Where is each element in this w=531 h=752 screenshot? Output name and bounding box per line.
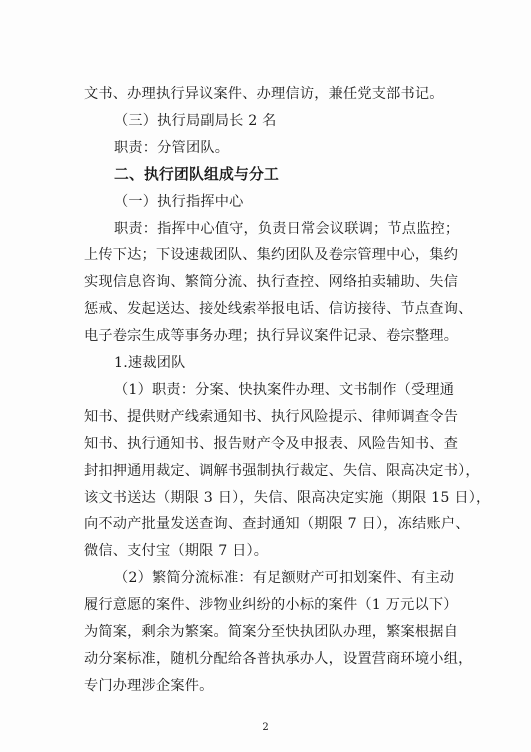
text-line-8: 实现信息咨询、繁简分流、执行查控、网络拍卖辅助、失信 — [84, 274, 459, 291]
text-line-20: 履行意愿的案件、涉物业纠纷的小标的案件（1 万元以下） — [84, 597, 458, 614]
heading-deputy-director: （三）执行局副局长 2 名 — [114, 112, 277, 129]
text-line-9: 惩戒、发起送达、接处线索举报电话、信访接待、节点查询、 — [84, 301, 473, 318]
text-line-15: 封扣押通用裁定、调解书强制执行裁定、失信、限高决定书）， — [84, 462, 480, 479]
text-line-14: 知书、执行通知书、报告财产令及申报表、风险告知书、查 — [84, 435, 459, 452]
text-line-17: 向不动产批量发送查询、查封通知（期限 7 日），冻结账户、 — [84, 516, 470, 533]
text-line-1: 文书、办理执行异议案件、办理信访，兼任党支部书记。 — [84, 86, 444, 102]
text-line-21: 为简案，剩余为繁案。简案分至快执团队办理，繁案根据自 — [84, 624, 459, 640]
text-line-23: 专门办理涉企案件。 — [84, 677, 214, 694]
text-line-3: 职责：分管团队。 — [114, 139, 230, 156]
text-line-7: 上传下达；下设速裁团队、集约团队及卷宗管理中心，集约 — [84, 247, 459, 264]
text-line-12: （1）职责：分案、快执案件办理、文书制作（受理通 — [114, 381, 455, 398]
text-line-19: （2）繁简分流标准：有足额财产可扣划案件、有主动 — [114, 570, 455, 587]
text-line-6: 职责：指挥中心值守，负责日常会议联调；节点监控； — [114, 220, 460, 237]
text-line-18: 微信、支付宝（期限 7 日）。 — [84, 543, 269, 560]
page-number: 2 — [262, 722, 269, 733]
section-heading-2: 二、执行团队组成与分工 — [114, 165, 279, 183]
text-line-13: 知书、提供财产线索通知书、执行风险提示、律师调查令告 — [84, 408, 459, 425]
text-line-10: 电子卷宗生成等事务办理；执行异议案件记录、卷宗整理。 — [84, 328, 459, 345]
text-line-16: 该文书送达（期限 3 日），失信、限高决定实施（期限 15 日）， — [84, 489, 491, 506]
subheading-command-center: （一）执行指挥中心 — [114, 193, 244, 210]
subheading-fast-team: 1.速裁团队 — [114, 355, 186, 371]
text-line-22: 动分案标准，随机分配给各普执承办人，设置营商环境小组， — [84, 650, 473, 667]
